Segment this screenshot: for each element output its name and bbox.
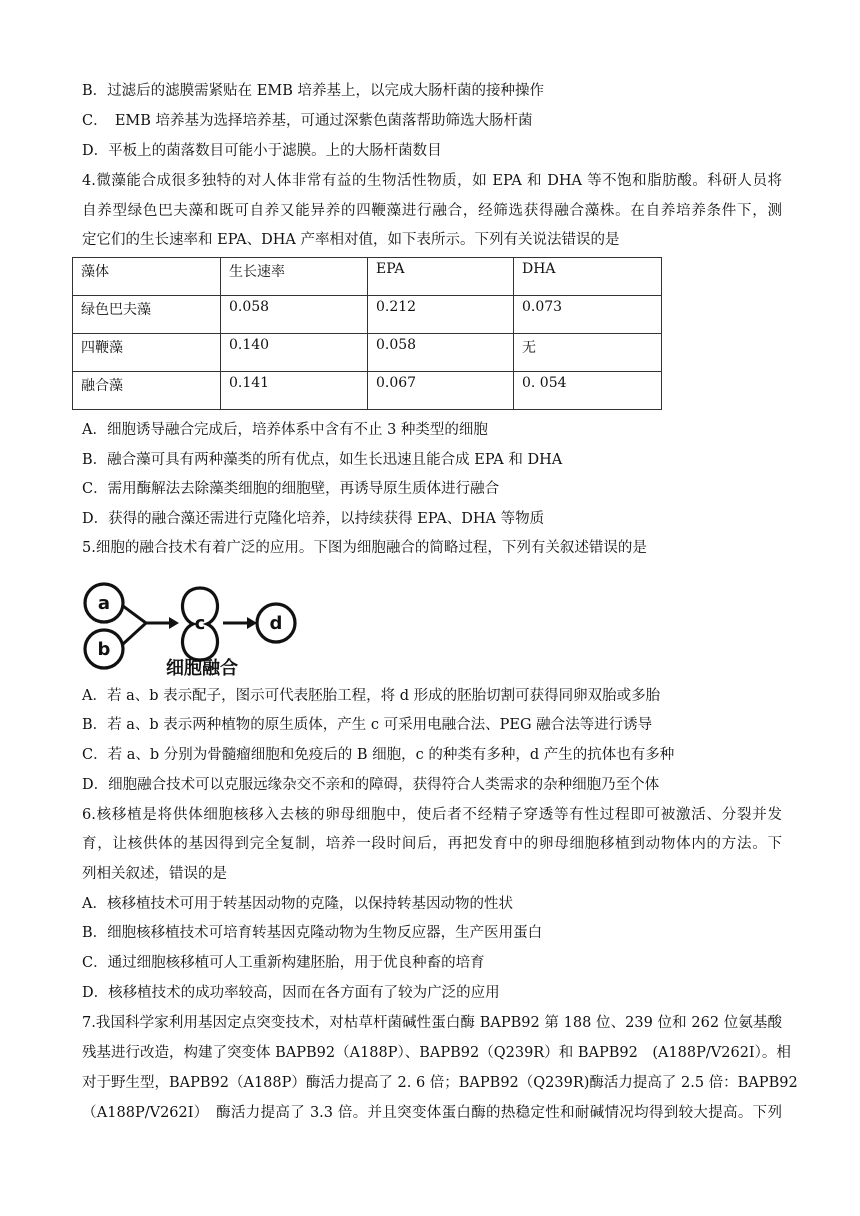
- q7-stem-line-4: （A188P/V262I） 酶活力提高了 3.3 倍。并且突变体蛋白酶的热稳定性和耐碱情况均得到较大提高。下列: [82, 1105, 782, 1121]
- q4-option-b: B．融合藻可具有两种藻类的所有优点，如生长迅速且能合成 EPA 和 DHA: [82, 452, 563, 468]
- q6-option-d: D．核移植技术的成功率较高，因而在各方面有了较为广泛的应用: [82, 985, 500, 1001]
- q4-option-d: D．获得的融合藻还需进行克隆化培养，以持续获得 EPA、DHA 等物质: [82, 511, 545, 527]
- cell-fusion-diagram: [80, 578, 320, 678]
- q5-option-c: C．若 a、b 分别为骨髓瘤细胞和免疫后的 B 细胞，c 的种类有多种，d 产生的抗体也有多种: [82, 747, 675, 763]
- q4-stem-line-3: 定它们的生长速率和 EPA、DHA 产率相对值，如下表所示。下列有关说法错误的是: [82, 232, 620, 248]
- table-cell: 0. 054: [514, 372, 662, 410]
- q5-stem: 5.细胞的融合技术有着广泛的应用。下图为细胞融合的简略过程，下列有关叙述错误的是: [82, 540, 647, 556]
- label-c: c: [194, 613, 206, 634]
- table-cell: 0.058: [221, 296, 368, 334]
- q6-option-b: B．细胞核移植技术可培育转基因克隆动物为生物反应器，生产医用蛋白: [82, 925, 543, 941]
- table-cell: 0.073: [514, 296, 662, 334]
- q7-stem-line-2: 残基进行改造，构建了突变体 BAPB92（A188P）、BAPB92（Q239R）和 BAPB92 (A188P/V262I）。相: [82, 1045, 791, 1061]
- q6-option-c: C．通过细胞核移植可人工重新构建胚胎，用于优良种畜的培育: [82, 955, 485, 971]
- figure-caption: 细胞融合: [166, 658, 238, 678]
- label-a: a: [97, 593, 111, 614]
- table-header-cell: 生长速率: [221, 258, 368, 296]
- table-cell: 0.212: [368, 296, 514, 334]
- table-cell: 四鞭藻: [73, 334, 221, 372]
- q6-option-a: A．核移植技术可用于转基因动物的克隆，以保持转基因动物的性状: [82, 896, 513, 912]
- q7-stem-line-1: 7.我国科学家利用基因定点突变技术，对枯草杆菌碱性蛋白酶 BAPB92 第 188 位、239 位和 262 位氨基酸: [82, 1015, 782, 1031]
- table-cell: 无: [514, 334, 662, 372]
- q3-option-d: D．平板上的菌落数目可能小于滤膜。上的大肠杆菌数目: [82, 143, 442, 159]
- q4-option-a: A．细胞诱导融合完成后，培养体系中含有不止 3 种类型的细胞: [82, 422, 488, 438]
- q4-stem-line-2: 自养型绿色巴夫藻和既可自养又能异养的四鞭藻进行融合，经筛选获得融合藻株。在自养培养条件下，测: [82, 203, 782, 219]
- q3-option-b: B．过滤后的滤膜需紧贴在 EMB 培养基上，以完成大肠杆菌的接种操作: [82, 83, 544, 99]
- arrow-head-icon: [169, 617, 179, 629]
- q6-stem-line-2: 育，让核供体的基因得到完全复制，培养一段时间后，再把发育中的卵母细胞移植到动物体内的方法。下: [82, 836, 782, 852]
- table-cell: 0.058: [368, 334, 514, 372]
- q4-stem-line-1: 4.微藻能合成很多独特的对人体非常有益的生物活性物质，如 EPA 和 DHA 等不饱和脂肪酸。科研人员将: [82, 173, 782, 189]
- table-header-cell: EPA: [368, 258, 514, 296]
- table-header-cell: 藻体: [73, 258, 221, 296]
- q5-option-b: B．若 a、b 表示两种植物的原生质体，产生 c 可采用电融合法、PEG 融合法等进行诱导: [82, 717, 653, 733]
- table-header-row: [73, 258, 662, 296]
- q6-stem-line-3: 列相关叙述，错误的是: [82, 866, 227, 882]
- table-cell: 融合藻: [73, 372, 221, 410]
- q7-stem-line-3: 对于野生型，BAPB92（A188P）酶活力提高了 2. 6 倍；BAPB92（Q239R)酶活力提高了 2.5 倍：BAPB92: [82, 1075, 798, 1091]
- q4-data-table: [72, 257, 662, 410]
- table-row: [73, 372, 662, 410]
- label-b: b: [97, 639, 111, 660]
- table-header-cell: DHA: [514, 258, 662, 296]
- arrow-head-icon: [247, 617, 257, 629]
- q5-option-d: D．细胞融合技术可以克服远缘杂交不亲和的障碍，获得符合人类需求的杂种细胞乃至个体: [82, 777, 660, 793]
- table-cell: 0.140: [221, 334, 368, 372]
- q4-option-c: C．需用酶解法去除藻类细胞的细胞壁，再诱导原生质体进行融合: [82, 481, 500, 497]
- table-cell: 绿色巴夫藻: [73, 296, 221, 334]
- table-cell: 0.067: [368, 372, 514, 410]
- table-row: [73, 334, 662, 372]
- q6-stem-line-1: 6.核移植是将供体细胞核移入去核的卵母细胞中，使后者不经精子穿透等有性过程即可被激活、分裂并发: [82, 807, 782, 823]
- table-cell: 0.141: [221, 372, 368, 410]
- table-row: [73, 296, 662, 334]
- q5-option-a: A．若 a、b 表示配子，图示可代表胚胎工程，将 d 形成的胚胎切割可获得同卵双胎或多胎: [82, 688, 661, 704]
- q3-option-c: C． EMB 培养基为选择培养基，可通过深紫色菌落帮助筛选大肠杆菌: [82, 113, 533, 129]
- label-d: d: [269, 613, 283, 634]
